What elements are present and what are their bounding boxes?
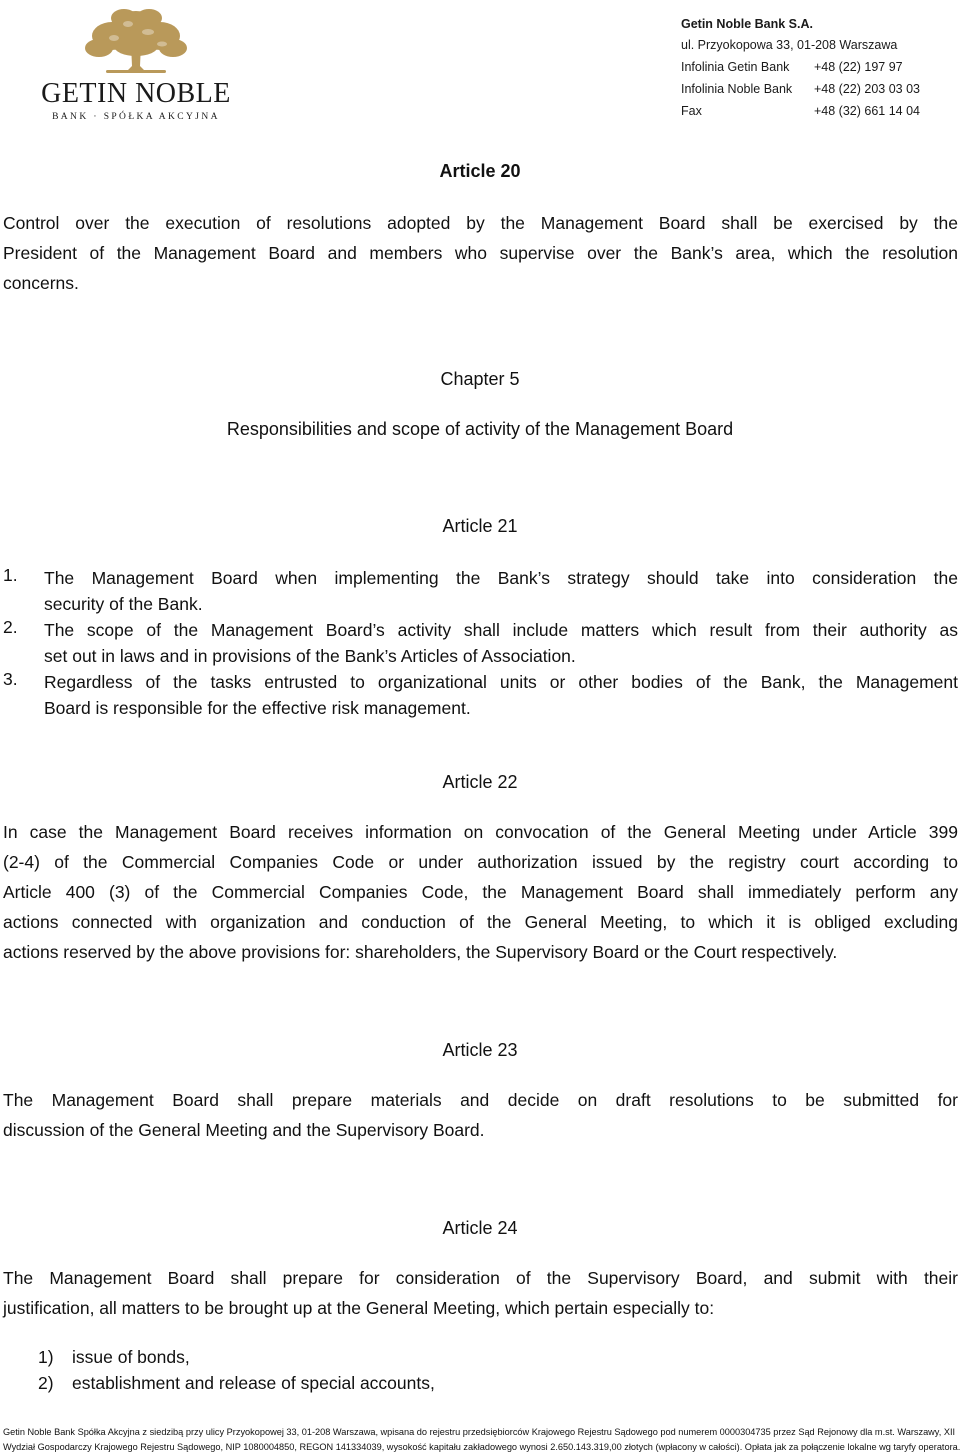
list-number: 2. bbox=[3, 617, 18, 637]
bank-logo bbox=[36, 6, 236, 124]
list-text: issue of bonds, bbox=[72, 1347, 190, 1367]
list-item bbox=[38, 1344, 435, 1370]
list-number: 1) bbox=[38, 1347, 54, 1367]
bank-name: Getin Noble Bank S.A. bbox=[681, 17, 813, 31]
article-23-heading: Article 23 bbox=[442, 1040, 518, 1060]
text-line: Control over the execution of resolutions adopted by the Management Board shall be exercised by the bbox=[3, 213, 958, 233]
contact-line bbox=[681, 78, 951, 100]
logo-subtitle: BANK · SPÓŁKA AKCYJNA bbox=[52, 112, 220, 122]
list-number: 3. bbox=[3, 669, 18, 689]
contact-phone: +48 (22) 203 03 03 bbox=[814, 82, 920, 96]
list-item bbox=[3, 617, 958, 669]
text-line: The Management Board shall prepare for consideration of the Supervisory Board, and submit with their bbox=[3, 1268, 958, 1288]
list-text: establishment and release of special accounts, bbox=[72, 1373, 435, 1393]
contact-line bbox=[681, 100, 951, 122]
text-line: actions connected with organization and conduction of the General Meeting, to which it is obliged excluding bbox=[3, 912, 958, 932]
list-number: 1. bbox=[3, 565, 18, 585]
article-22-heading: Article 22 bbox=[442, 772, 518, 792]
article-24-text bbox=[3, 1263, 958, 1323]
text-line: Board is responsible for the effective risk management. bbox=[44, 698, 471, 718]
text-line: Regardless of the tasks entrusted to organizational units or other bodies of the Bank, the Management bbox=[44, 672, 958, 692]
bank-address: ul. Przyokopowa 33, 01-208 Warszawa bbox=[681, 38, 898, 52]
tree-icon bbox=[36, 6, 236, 78]
text-line: concerns. bbox=[3, 273, 79, 293]
footer-line: Getin Noble Bank Spółka Akcyjna z siedzibą przy ulicy Przyokopowej 33, 01-208 Warszawa, wpisana do rejestru przedsiębiorców Krajowego Rejestru Sądowego pod numerem 0000304735 przez Sąd Rejonowy dla m.st. Warszawy, XII bbox=[3, 1427, 956, 1437]
text-line: actions reserved by the above provisions for: shareholders, the Supervisory Board or the Court respectively. bbox=[3, 942, 838, 962]
contact-line bbox=[681, 56, 951, 78]
text-line: The scope of the Management Board’s activity shall include matters which result from their authority as bbox=[44, 620, 958, 640]
text-line: justification, all matters to be brought up at the General Meeting, which pertain especially to: bbox=[3, 1298, 715, 1318]
contact-fax: +48 (32) 661 14 04 bbox=[814, 104, 920, 118]
text-line: President of the Management Board and members who supervise over the Bank’s area, which the resolution bbox=[3, 243, 958, 263]
chapter-heading: Chapter 5 bbox=[440, 369, 520, 389]
contact-block bbox=[681, 14, 951, 122]
text-line: The Management Board when implementing the Bank’s strategy should take into consideration the bbox=[44, 568, 958, 588]
article-20-heading: Article 20 bbox=[439, 161, 521, 181]
page-footer bbox=[3, 1425, 960, 1455]
list-item bbox=[3, 565, 958, 617]
article-24-list bbox=[38, 1344, 435, 1396]
list-item bbox=[38, 1370, 435, 1396]
list-item bbox=[3, 669, 958, 721]
chapter-title: Responsibilities and scope of activity of the Management Board bbox=[226, 419, 734, 439]
logo-name: GETIN NOBLE bbox=[41, 78, 231, 109]
text-line: discussion of the General Meeting and the Supervisory Board. bbox=[3, 1120, 485, 1140]
footer-line: Wydział Gospodarczy Krajowego Rejestru Sądowego, NIP 1080004850, REGON 141334039, wysokość kapitału zakładowego wynosi 2.650.143.319,00 złotych (wpłacony w całości). Opłata jak za połączenie lokalne wg taryfy operatora. bbox=[3, 1442, 960, 1452]
contact-phone: +48 (22) 197 97 bbox=[814, 60, 903, 74]
article-22-text bbox=[3, 817, 958, 967]
article-20-text bbox=[3, 208, 958, 298]
text-line: In case the Management Board receives information on convocation of the General Meeting under Article 399 bbox=[3, 822, 958, 842]
contact-label: Infolinia Noble Bank bbox=[681, 82, 793, 96]
contact-label: Fax bbox=[681, 104, 702, 118]
article-21-heading: Article 21 bbox=[442, 516, 518, 536]
text-line: set out in laws and in provisions of the Bank’s Articles of Association. bbox=[44, 646, 576, 666]
text-line: Article 400 (3) of the Commercial Companies Code, the Management Board shall immediately perform any bbox=[3, 882, 958, 902]
article-23-text bbox=[3, 1085, 958, 1145]
list-number: 2) bbox=[38, 1373, 54, 1393]
article-21-list bbox=[3, 565, 958, 721]
text-line: security of the Bank. bbox=[44, 594, 203, 614]
text-line: The Management Board shall prepare materials and decide on draft resolutions to be submitted for bbox=[3, 1090, 958, 1110]
article-24-heading: Article 24 bbox=[442, 1218, 518, 1238]
text-line: (2-4) of the Commercial Companies Code or under authorization issued by the registry court according to bbox=[3, 852, 958, 872]
contact-label: Infolinia Getin Bank bbox=[681, 60, 790, 74]
